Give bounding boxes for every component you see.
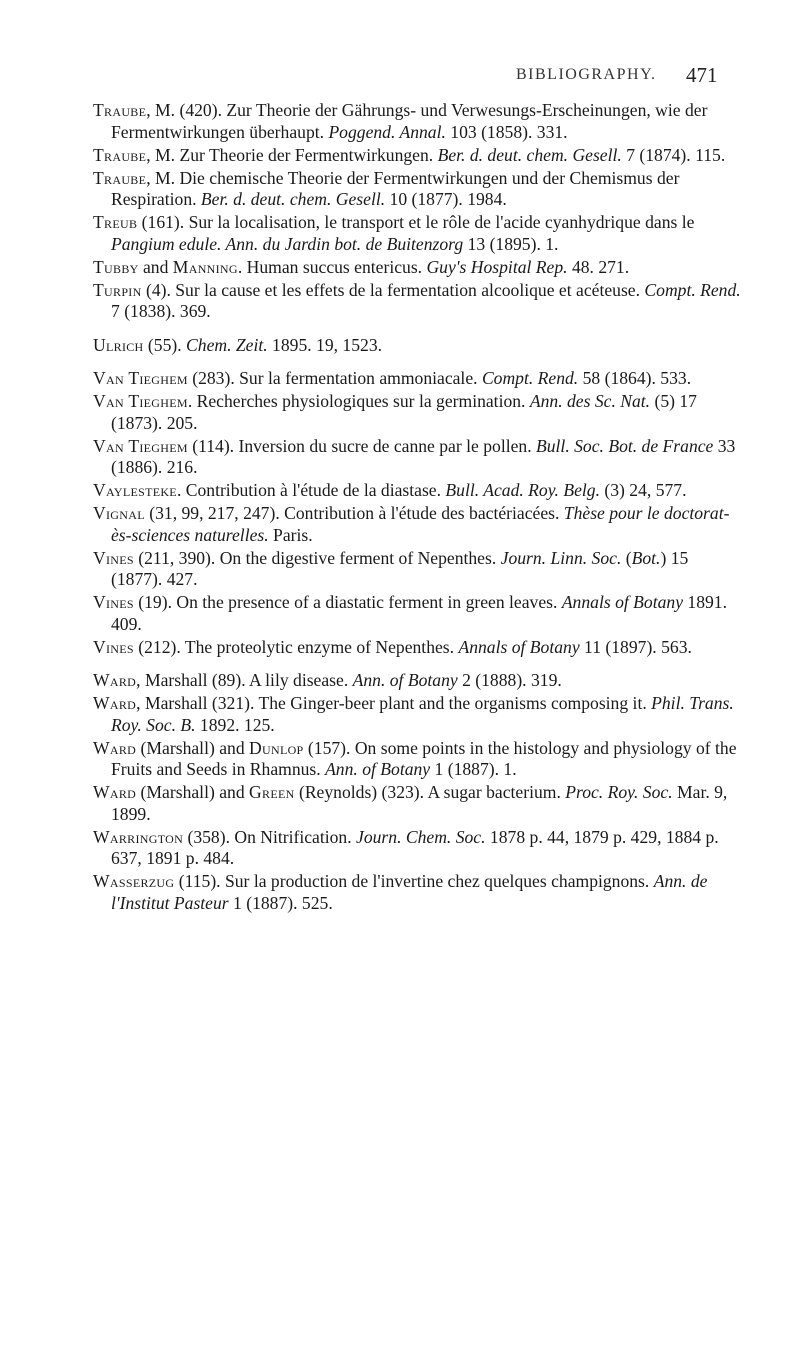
citation-source: Annals of Botany <box>561 592 684 612</box>
citation-source: Compt. Rend. <box>481 368 579 388</box>
entry-text: (55). <box>143 334 187 355</box>
bibliography-entry <box>93 480 743 502</box>
entry-author: Treub <box>93 212 138 232</box>
entry-author: Warrington <box>93 826 184 847</box>
entry-text: Paris. <box>268 524 313 545</box>
coauthor-name: Manning <box>172 256 238 277</box>
bibliography-entry <box>93 391 743 434</box>
entry-text: Mar. 9, 1899. <box>111 782 728 824</box>
citation-source: Guy's Hospital Rep. <box>426 256 568 277</box>
entry-text: 13 (1895). 1. <box>463 233 559 254</box>
bibliography-entry <box>93 100 743 143</box>
entry-text: 7 (1874). 115. <box>621 144 726 165</box>
entry-author: Ward <box>93 737 137 758</box>
running-header <box>0 63 800 96</box>
entry-text: , Marshall (321). The Ginger-beer plant and the organisms composing it. <box>136 693 652 713</box>
citation-source: Journ. Linn. Soc. <box>500 547 622 568</box>
bibliography-entry <box>93 280 743 323</box>
entry-text: (4). Sur la cause et les effets de la fermentation alcoolique et acéteuse. <box>141 279 645 300</box>
entry-text: 1891. 409. <box>111 592 727 634</box>
entry-text: (19). On the presence of a diastatic ferment in green leaves. <box>133 592 562 612</box>
entry-author: Traube <box>93 167 147 188</box>
entry-author: Tubby <box>93 256 139 277</box>
bibliography-entry <box>93 257 743 279</box>
bibliography-entry <box>93 548 743 591</box>
entry-text: . Human succus entericus. <box>237 256 427 277</box>
entry-author: Van Tieghem <box>93 368 188 388</box>
entry-text: . Contribution à l'étude de la diastase. <box>176 480 446 500</box>
entry-text: (3) 24, 577. <box>600 480 687 500</box>
bibliography-entry <box>93 871 743 914</box>
citation-source: Pangium edule. Ann. du Jardin bot. de Buitenzorg <box>111 233 464 254</box>
citation-source: Compt. Rend. <box>644 279 741 300</box>
citation-source: Chem. Zeit. <box>186 334 268 355</box>
bibliography-entry <box>93 168 743 211</box>
bibliography-entry <box>93 212 743 255</box>
entry-text: 58 (1864). 533. <box>578 368 692 388</box>
entry-text: 48. 271. <box>567 256 630 277</box>
entry-text: 11 (1897). 563. <box>579 636 692 657</box>
bibliography-entries <box>93 100 743 916</box>
entry-author: Vaylesteke <box>93 480 177 500</box>
bibliography-entry <box>93 335 743 357</box>
citation-source: Poggend. Annal. <box>328 121 446 142</box>
entry-text: (114). Inversion du sucre de canne par le pollen. <box>187 435 536 456</box>
entry-text: 1892. 125. <box>195 714 275 735</box>
entry-author: Vignal <box>93 503 145 523</box>
bibliography-entry <box>93 368 743 390</box>
entry-author: Ward <box>93 693 137 713</box>
page-number: 471 <box>686 63 718 87</box>
entry-text: (212). The proteolytic enzyme of Nepenthes. <box>133 636 459 657</box>
entry-text: (Reynolds) (323). A sugar bacterium. <box>294 782 566 802</box>
coauthor-name: Dunlop <box>249 737 304 758</box>
citation-source: Ber. d. deut. chem. Gesell. <box>437 144 622 165</box>
entry-text: , M. Zur Theorie der Fermentwirkungen. <box>146 144 438 165</box>
entry-text: ) 15 (1877). 427. <box>111 547 689 589</box>
bibliography-entry <box>93 670 743 692</box>
entry-author: Wasserzug <box>93 871 175 891</box>
running-title: BIBLIOGRAPHY. <box>516 66 657 83</box>
citation-source: Ann. de l'Institut Pasteur <box>111 871 708 913</box>
citation-source: Annals of Botany <box>458 636 580 657</box>
entry-author: Van Tieghem <box>93 435 188 456</box>
entry-text: (5) 17 (1873). 205. <box>111 391 697 433</box>
coauthor-name: Green <box>249 782 295 802</box>
bibliography-entry <box>93 503 743 546</box>
citation-source: Ann. of Botany <box>325 759 431 779</box>
citation-source: Bull. Acad. Roy. Belg. <box>445 480 600 500</box>
citation-source: Ber. d. deut. chem. Gesell. <box>200 189 386 209</box>
citation-source: Bot. <box>631 547 661 568</box>
citation-source: Thèse pour le doctorat-ès-sciences naturelles. <box>111 503 730 545</box>
entry-author: Ward <box>93 782 137 802</box>
citation-source: Ann. of Botany <box>352 670 458 690</box>
entry-author: Ward <box>93 670 137 690</box>
entry-text: (31, 99, 217, 247). Contribution à l'étude des bactériacées. <box>144 503 564 523</box>
entry-author: Ulrich <box>93 334 144 355</box>
entry-author: Vines <box>93 592 134 612</box>
citation-source: Phil. Trans. Roy. Soc. B. <box>111 693 734 735</box>
entry-author: Van Tieghem <box>93 391 188 411</box>
entry-text: (Marshall) and <box>136 737 250 758</box>
bibliography-entry <box>93 693 743 736</box>
bibliography-entry <box>93 738 743 781</box>
entry-text: (Marshall) and <box>136 782 250 802</box>
citation-source: Journ. Chem. Soc. <box>356 826 486 847</box>
citation-source: Ann. des Sc. Nat. <box>529 391 651 411</box>
entry-text: 1 (1887). 1. <box>430 759 517 779</box>
entry-text: 2 (1888). 319. <box>457 670 562 690</box>
citation-source: Bull. Soc. Bot. de France <box>536 435 714 456</box>
entry-text: 33 (1886). 216. <box>111 435 736 477</box>
entry-text: (161). Sur la localisation, le transport et le rôle de l'acide cyanhydrique dans le <box>137 212 695 232</box>
entry-text: 1 (1887). 525. <box>228 892 333 913</box>
entry-text: (283). Sur la fermentation ammoniacale. <box>187 368 482 388</box>
citation-source: Proc. Roy. Soc. <box>565 782 673 802</box>
entry-text: , M. (420). Zur Theorie der Gährungs- und Verwesungs-Erscheinungen, wie der Fermentwirkungen überhaupt. <box>111 100 708 142</box>
bibliography-entry <box>93 592 743 635</box>
entry-text: 103 (1858). 331. <box>445 121 568 142</box>
entry-text: ( <box>621 547 632 568</box>
entry-text: . Recherches physiologiques sur la germination. <box>187 391 530 411</box>
entry-text: (211, 390). On the digestive ferment of Nepenthes. <box>133 547 501 568</box>
entry-text: (358). On Nitrification. <box>183 826 357 847</box>
bibliography-entry <box>93 782 743 825</box>
entry-text: , M. Die chemische Theorie der Fermentwirkungen und der Chemismus der Respiration. <box>111 167 680 209</box>
entry-author: Traube <box>93 100 147 120</box>
bibliography-entry <box>93 145 743 167</box>
entry-author: Vines <box>93 547 134 568</box>
entry-text: , Marshall (89). A lily disease. <box>136 670 353 690</box>
entry-text: and <box>138 256 173 277</box>
entry-text: (115). Sur la production de l'invertine chez quelques champignons. <box>174 871 654 891</box>
entry-text: 7 (1838). 369. <box>111 301 211 321</box>
entry-text: 1895. 19, 1523. <box>267 334 383 355</box>
bibliography-entry <box>93 436 743 479</box>
entry-author: Traube <box>93 144 147 165</box>
entry-text: 1878 p. 44, 1879 p. 429, 1884 p. 637, 1891 p. 484. <box>111 826 719 868</box>
entry-text: 10 (1877). 1984. <box>385 189 507 209</box>
entry-text: (157). On some points in the histology and physiology of the Fruits and Seeds in Rhamnus. <box>111 737 737 779</box>
bibliography-entry <box>93 827 743 870</box>
bibliography-entry <box>93 637 743 659</box>
entry-author: Vines <box>93 636 134 657</box>
entry-author: Turpin <box>93 279 142 300</box>
